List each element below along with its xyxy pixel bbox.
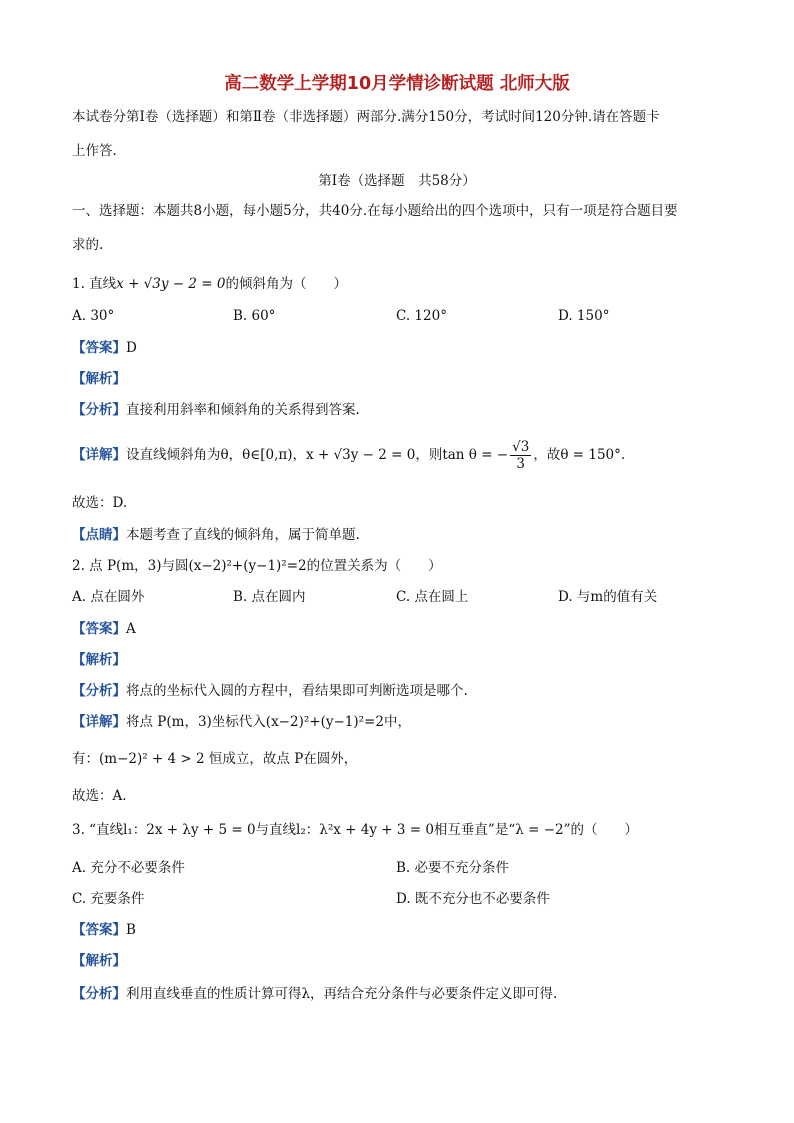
q1-dianjing bbox=[72, 526, 360, 544]
xiangjie-tag: 【详解】 bbox=[72, 447, 126, 463]
q1-stem-math: x + √3y − 2 = 0 bbox=[116, 276, 226, 292]
q1-xiangjie bbox=[72, 438, 625, 472]
jiexi-tag: 【解析】 bbox=[72, 652, 126, 668]
q3-answer bbox=[72, 921, 136, 939]
fenxi-tag: 【分析】 bbox=[72, 683, 126, 699]
q3-fenxi-text: 利用直线垂直的性质计算可得λ，再结合充分条件与必要条件定义即可得. bbox=[126, 986, 558, 1002]
section-heading-line-2: 求的. bbox=[72, 237, 104, 253]
q2-option-d: D. 与m的值有关 bbox=[558, 589, 658, 605]
q1-xiangjie-text-b: ，故θ = 150°. bbox=[533, 447, 626, 463]
part-heading: 第Ⅰ卷（选择题 共58分） bbox=[318, 173, 476, 189]
q2-option-a: A. 点在圆外 bbox=[72, 589, 145, 605]
q2-xiangjie-text: 将点 P(m，3)坐标代入(x−2)²+(y−1)²=2中， bbox=[126, 714, 411, 730]
q2-xiangjie bbox=[72, 713, 411, 731]
q2-stem: 2. 点 P(m，3)与圆(x−2)²+(y−1)²=2的位置关系为（ ） bbox=[72, 558, 442, 574]
q1-fenxi-text: 直接利用斜率和倾斜角的关系得到答案. bbox=[126, 402, 360, 418]
q2-fenxi bbox=[72, 682, 468, 700]
q3-option-a: A. 充分不必要条件 bbox=[72, 860, 185, 876]
answer-tag: 【答案】 bbox=[72, 922, 126, 938]
xiangjie-tag: 【详解】 bbox=[72, 714, 126, 730]
q1-stem-suffix: 的倾斜角为（ ） bbox=[225, 276, 347, 292]
page-title: 高二数学上学期10月学情诊断试题 北师大版 bbox=[224, 74, 570, 94]
q1-fraction-numerator: √3 bbox=[512, 439, 530, 455]
q2-option-b: B. 点在圆内 bbox=[233, 589, 306, 605]
q3-answer-value: B bbox=[126, 922, 136, 938]
q3-stem: 3. “直线l₁：2x + λy + 5 = 0与直线l₂：λ²x + 4y + 3 = 0相互垂直”是“λ = −2”的（ ） bbox=[72, 822, 638, 838]
q1-guxuan: 故选：D. bbox=[72, 495, 128, 511]
q1-dianjing-text: 本题考查了直线的倾斜角，属于简单题. bbox=[126, 527, 360, 543]
q2-fenxi-text: 将点的坐标代入圆的方程中，看结果即可判断选项是哪个. bbox=[126, 683, 468, 699]
q1-fraction bbox=[510, 439, 531, 472]
q3-fenxi bbox=[72, 985, 557, 1003]
q1-answer-value: D bbox=[126, 340, 137, 356]
q1-fraction-denominator: 3 bbox=[516, 456, 526, 472]
q1-answer bbox=[72, 339, 137, 357]
fenxi-tag: 【分析】 bbox=[72, 402, 126, 418]
intro-line-1: 本试卷分第Ⅰ卷（选择题）和第Ⅱ卷（非选择题）两部分.满分150分，考试时间120分钟.请在答题卡 bbox=[72, 109, 660, 125]
q2-derivation: 有：(m−2)² + 4 > 2 恒成立，故点 P在圆外， bbox=[72, 751, 358, 767]
q3-option-b: B. 必要不充分条件 bbox=[396, 860, 510, 876]
q1-jiexi bbox=[72, 370, 126, 388]
jiexi-tag: 【解析】 bbox=[72, 953, 126, 969]
fenxi-tag: 【分析】 bbox=[72, 986, 126, 1002]
section-heading-line-1: 一、选择题：本题共8小题，每小题5分，共40分.在每小题给出的四个选项中，只有一项是符合题目要 bbox=[72, 203, 678, 219]
q1-option-a: A. 30° bbox=[72, 308, 115, 324]
q2-answer bbox=[72, 620, 136, 638]
answer-tag: 【答案】 bbox=[72, 621, 126, 637]
q1-xiangjie-text-a: 设直线倾斜角为θ，θ∈[0,π)，x + √3y − 2 = 0，则tan θ = − bbox=[126, 447, 509, 463]
q2-option-c: C. 点在圆上 bbox=[396, 589, 469, 605]
q3-option-c: C. 充要条件 bbox=[72, 891, 145, 907]
q3-option-d: D. 既不充分也不必要条件 bbox=[396, 891, 550, 907]
q1-stem bbox=[72, 275, 347, 293]
intro-line-2: 上作答. bbox=[72, 143, 117, 159]
q1-stem-prefix: 1. 直线 bbox=[72, 276, 117, 292]
dianjing-tag: 【点睛】 bbox=[72, 527, 126, 543]
q1-option-d: D. 150° bbox=[558, 308, 610, 324]
answer-tag: 【答案】 bbox=[72, 340, 126, 356]
jiexi-tag: 【解析】 bbox=[72, 371, 126, 387]
q1-option-b: B. 60° bbox=[233, 308, 276, 324]
q1-fenxi bbox=[72, 401, 360, 419]
q2-answer-value: A bbox=[126, 621, 136, 637]
q3-jiexi bbox=[72, 952, 126, 970]
q2-jiexi bbox=[72, 651, 126, 669]
q1-option-c: C. 120° bbox=[396, 308, 447, 324]
q2-guxuan: 故选：A. bbox=[72, 788, 127, 804]
